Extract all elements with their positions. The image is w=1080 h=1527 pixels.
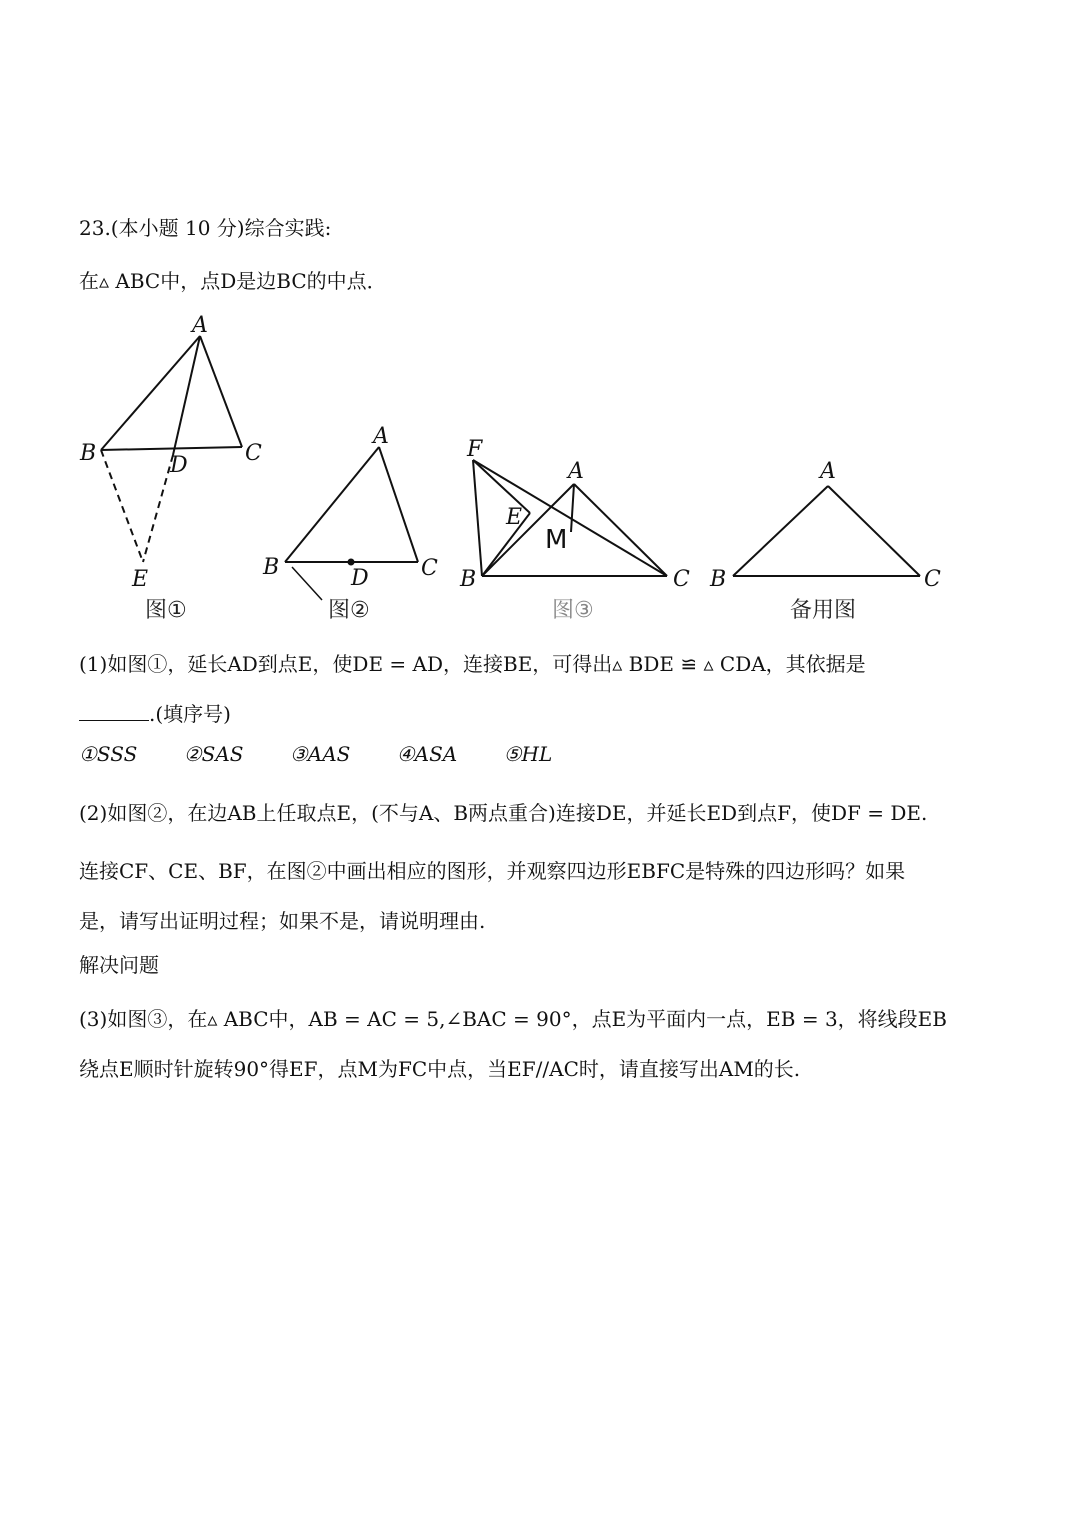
fig3-label-e: E — [506, 505, 523, 530]
fig3-label-a: A — [568, 459, 584, 484]
part2-line1: (2)如图②，在边AB上任取点E，(不与A、B两点重合)连接DE，并延长ED到点F，使DF = DE. — [79, 801, 928, 825]
question-header: 23.(本小题 10 分)综合实践: — [79, 216, 332, 240]
figure-1 — [101, 336, 242, 562]
question-intro: 在▵ ABC中，点D是边BC的中点． — [79, 269, 387, 293]
fig3-label-m: M — [545, 525, 568, 555]
fig3-label-f: F — [467, 437, 483, 462]
part1-options — [79, 742, 592, 766]
fig2-label-d: D — [351, 566, 369, 591]
fig1-caption: 图① — [145, 598, 187, 623]
part1-answer-line — [79, 698, 231, 727]
option-asa: ④ASA — [396, 742, 458, 766]
answer-blank[interactable] — [79, 704, 149, 721]
part3-line1: (3)如图③，在▵ ABC中，AB = AC = 5,∠BAC = 90°，点E为平面内一点，EB = 3，将线段EB — [79, 1007, 947, 1031]
figure-4 — [733, 486, 920, 576]
fig3-label-b: B — [460, 567, 477, 592]
fig4-label-c: C — [924, 567, 941, 592]
fig1-label-c: C — [245, 441, 262, 466]
option-sas: ②SAS — [183, 742, 244, 766]
fig2-point-d — [348, 559, 355, 566]
fig4-label-b: B — [710, 567, 727, 592]
option-hl: ⑤HL — [503, 742, 553, 766]
fig4-caption: 备用图 — [790, 598, 857, 623]
part3-line2: 绕点E顺时针旋转90°得EF，点M为FC中点，当EF//AC时，请直接写出AM的长. — [79, 1057, 801, 1081]
fig1-label-a: A — [192, 313, 208, 338]
option-sss: ①SSS — [79, 742, 138, 766]
part2-line3: 是，请写出证明过程；如果不是，请说明理由. — [79, 909, 486, 933]
fig2-label-b: B — [263, 555, 280, 580]
fig1-label-e: E — [132, 567, 149, 592]
fig4-label-a: A — [820, 459, 836, 484]
geometry-figures — [0, 0, 1080, 640]
part2-line2: 连接CF、CE、BF，在图②中画出相应的图形，并观察四边形EBFC是特殊的四边形吗？如果 — [79, 859, 906, 883]
part1-text: (1)如图①，延长AD到点E，使DE = AD，连接BE，可得出▵ BDE ≌ ▵ CDA，其依据是 — [79, 652, 866, 676]
fig1-label-d: D — [170, 453, 188, 478]
fig2-caption: 图② — [328, 598, 370, 623]
fig3-label-c: C — [673, 567, 690, 592]
fig2-label-c: C — [421, 556, 438, 581]
section-title: 解决问题 — [79, 953, 159, 977]
fig3-caption: 图③ — [552, 598, 594, 623]
option-aas: ③AAS — [289, 742, 351, 766]
fig1-label-b: B — [80, 441, 97, 466]
fig2-label-a: A — [373, 424, 389, 449]
part1-fill-note: .(填序号) — [149, 702, 231, 726]
